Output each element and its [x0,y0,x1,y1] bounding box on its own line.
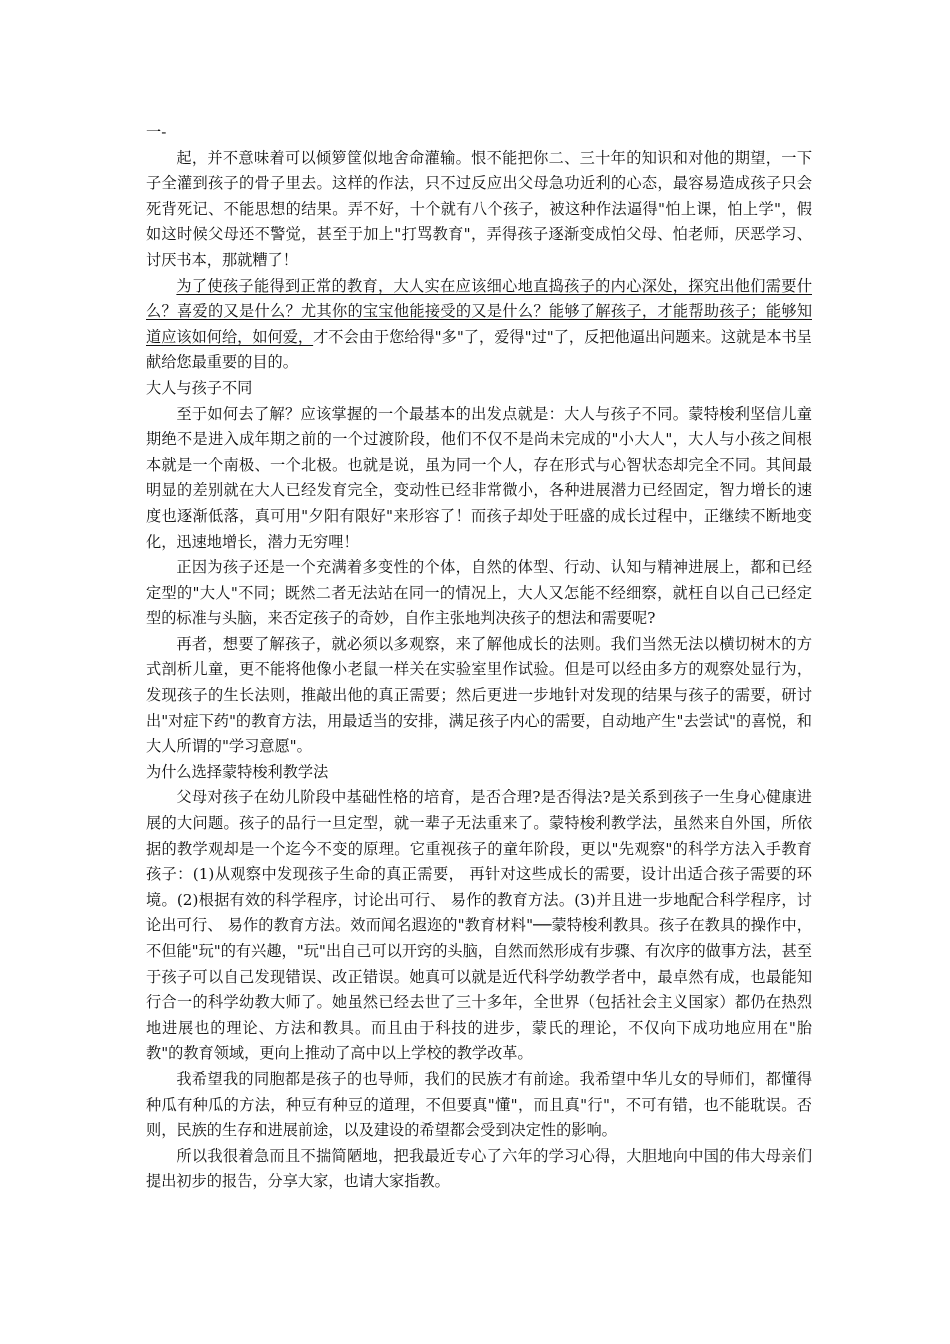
paragraph-8: 所以我很着急而且不揣简陋地，把我最近专心了六年的学习心得，大胆地向中国的伟大母亲们提出初步的报告，分享大家，也请大家指教。 [146,1146,812,1191]
section-heading-2: 为什么选择蒙特梭利教学法 [146,762,329,781]
top-fragment: 一- [146,123,167,141]
paragraph-6: 父母对孩子在幼儿阶段中基础性格的培育，是否合理?是否得法?是关系到孩子一生身心健康进展的大问题。孩子的品行一旦定型，就一辈子无法重来了。蒙特梭利教学法，虽然来自外国，所依据的教学观却是一个迄今不变的原理。它重视孩子的童年阶段，更以"先观察"的科学方法入手教育孩子：(1)从观察中发现孩子生命的真正需要， 再针对这些成长的需要，设计出适合孩子需要的环境。(2)根据有效的科学程序，讨论出可行、 易作的教育方法。(3)并且进一步地配合科学程序，讨论出可行、 易作的教育方法。效而闻名遐迩的"教育材料"──蒙特梭利教具。孩子在教具的操作中，不但能"玩"的有兴趣，"玩"出自己可以开窍的头脑，自然而然形成有步骤、有次序的做事方法，甚至于孩子可以自己发现错误、改正错误。她真可以就是近代科学幼教学者中，最卓然有成，也最能知行合一的科学幼教大师了。她虽然已经去世了三十多年，全世界（包括社会主义国家）都仍在热烈地进展也的理论、方法和教具。而且由于科技的进步，蒙氏的理论，不仅向下成功地应用在"胎教"的教育领域，更向上推动了高中以上学校的教学改革。 [146,788,812,1063]
paragraph-3: 至于如何去了解？应该掌握的一个最基本的出发点就是：大人与孩子不同。蒙特梭利坚信儿童期绝不是进入成年期之前的一个过渡阶段，他们不仅不是尚未完成的"小大人"，大人与小孩之间根本就是一个南极、一个北极。也就是说，虽为同一个人，存在形式与心智状态却完全不同。其间最明显的差别就在大人已经发育完全，变动性已经非常微小，各种进展潜力已经固定，智力增长的速度也逐渐低落，真可用"夕阳有限好"来形容了！而孩子却处于旺盛的成长过程中，正继续不断地变化，迅速地增长，潜力无穷哩！ [146,404,812,551]
paragraph-2-rest: 才不会由于您给得"多"了，爱得"过"了，反把他逼出问题来。这就是本书呈献给您最重要的目的。 [146,327,812,372]
paragraph-4: 正因为孩子还是一个充满着多变性的个体，自然的体型、行动、认知与精神进展上，都和已经定型的"大人"不同；既然二者无法站在同一的情况上，大人又怎能不经细察，就枉自以自己已经定型的标准与头脑，来否定孩子的奇妙，自作主张地判决孩子的想法和需要呢? [146,558,812,628]
document-body [146,120,812,1195]
paragraph-2 [146,274,812,376]
section-heading-1: 大人与孩子不同 [146,378,253,397]
paragraph-7: 我希望我的同胞都是孩子的也导师，我们的民族才有前途。我希望中华儿女的导师们，都懂得种瓜有种瓜的方法，种豆有种豆的道理，不但要真"懂"，而且真"行"，不可有错，也不能耽误。否则，民族的生存和进展前途，以及建设的希望都会受到决定性的影响。 [146,1069,812,1140]
underlined-sentence: 为了使孩子能得到正常的教育，大人实在应该细心地直捣孩子的内心深处，探究出他们需要什么？喜爱的又是什么？尤其你的宝宝他能接受的又是什么？能够了解孩子，才能帮助孩子；能够知道应该如何给，如何爱， [146,276,812,346]
paragraph-5: 再者，想要了解孩子，就必须以多观察，来了解他成长的法则。我们当然无法以横切树木的方式剖析儿童，更不能将他像小老鼠一样关在实验室里作试验。但是可以经由多方的观察处显行为，发现孩子的生长法则，推敲出他的真正需要；然后更进一步地针对发现的结果与孩子的需要，研讨出"对症下药"的教育方法，用最适当的安排，满足孩子内心的需要，自动地产生"去尝试"的喜悦，和大人所谓的"学习意愿"。 [146,634,812,756]
paragraph-1: 起，并不意味着可以倾箩筐似地舍命灌输。恨不能把你二、三十年的知识和对他的期望，一下子全灌到孩子的骨子里去。这样的作法，只不过反应出父母急功近利的心态，最容易造成孩子只会死背死记、不能思想的结果。弄不好，十个就有八个孩子，被这种作法逼得"怕上课，怕上学"，假如这时候父母还不警觉，甚至于加上"打骂教育"，弄得孩子逐渐变成怕父母、怕老师，厌恶学习、讨厌书本，那就糟了！ [146,148,812,269]
